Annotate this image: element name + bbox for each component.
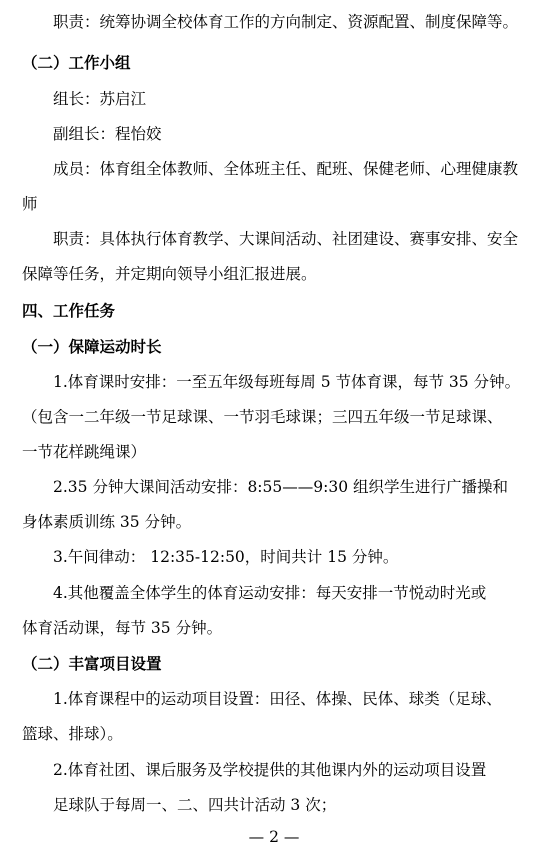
page-number: — 2 — xyxy=(248,828,300,846)
paragraph-line: 成员：体育组全体教师、全体班主任、配班、保健老师、心理健康教 xyxy=(53,160,519,178)
paragraph-line: 职责：统筹协调全校体育工作的方向制定、资源配置、制度保障等。 xyxy=(53,13,519,31)
paragraph-line: 足球队于每周一、二、四共计活动 3 次； xyxy=(53,796,337,814)
section-heading: （二）丰富项目设置 xyxy=(22,655,162,673)
paragraph-line: 2.体育社团、课后服务及学校提供的其他课内外的运动项目设置 xyxy=(53,761,487,779)
paragraph-line: 2.35 分钟大课间活动安排：8:55——9:30 组织学生进行广播操和 xyxy=(53,478,508,496)
paragraph-line: 4.其他覆盖全体学生的体育运动安排：每天安排一节悦动时光或 xyxy=(53,584,487,602)
section-heading: 四、工作任务 xyxy=(22,302,116,320)
paragraph-line: 组长：苏启江 xyxy=(53,90,147,108)
paragraph-line: 篮球、排球）。 xyxy=(22,725,123,743)
paragraph-line: 一节花样跳绳课） xyxy=(22,443,147,461)
paragraph-line: 职责：具体执行体育教学、大课间活动、社团建设、赛事安排、安全 xyxy=(53,230,519,248)
section-heading: （二）工作小组 xyxy=(22,54,131,72)
section-heading: （一）保障运动时长 xyxy=(22,338,162,356)
paragraph-line: 体育活动课，每节 35 分钟。 xyxy=(22,619,223,637)
paragraph-line: 保障等任务，并定期向领导小组汇报进展。 xyxy=(22,265,317,283)
paragraph-line: 身体素质训练 35 分钟。 xyxy=(22,513,192,531)
paragraph-line: 1.体育课程中的运动项目设置：田径、体操、民体、球类（足球、 xyxy=(53,690,502,708)
paragraph-line: 副组长：程怡姣 xyxy=(53,125,162,143)
paragraph-line: 师 xyxy=(22,195,38,213)
paragraph-line: （包含一二年级一节足球课、一节羽毛球课；三四五年级一节足球课、 xyxy=(22,408,503,426)
paragraph-line: 3.午间律动： 12:35-12:50，时间共计 15 分钟。 xyxy=(53,548,399,566)
paragraph-line: 1.体育课时安排：一至五年级每班每周 5 节体育课，每节 35 分钟。 xyxy=(53,373,521,391)
